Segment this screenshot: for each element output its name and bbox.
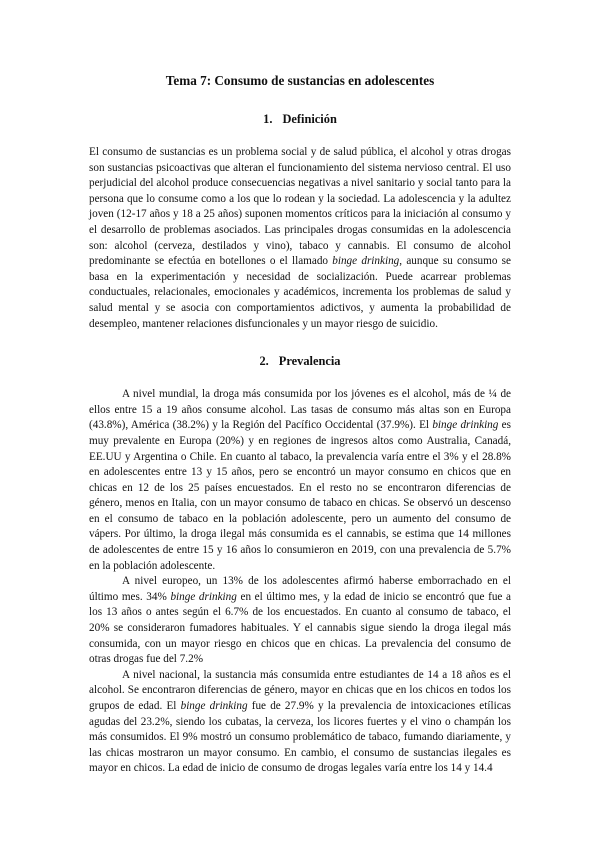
section-number: 2. [259, 354, 269, 369]
section-title: Prevalencia [278, 354, 341, 369]
italic-term: binge drinking [332, 255, 400, 268]
section-title: Definición [282, 112, 337, 126]
section-heading-prevalencia [89, 353, 511, 369]
text-run: es muy prevalente en Europa (20%) y en regiones de ingresos altos como Australia, Canadá, EE.UU y Argentina o Chile. En cuanto al tabaco, la prevalencia varía entre el 3% y el 28.8% en adolescentes entre 13 y 15 años, pero se encontró un mayor consumo en chicos que en chicas en 12 de los 25 países encuestados. En el resto no se encontraron diferencias de género, menos en Italia, con un mayor consumo de tabaco en chicas. Se observó un descenso en el consumo de tabaco en la población adolescente, pero un aumento del consumo de vápers. Por último, la droga ilegal más consumida es el cannabis, se estima que 14 millones de adolescentes de entre 15 y 16 años lo consumieron en 2019, con una prevalencia de 5.7% en la población adolescente. [89, 419, 511, 572]
text-run: A nivel mundial, la droga más consumida por los jóvenes es el alcohol, más de ¼ de ellos entre 15 a 19 años consume alcohol. Las tasas de consumo más altas son en Europa (43.8%), América (38.2%) y la Región del Pacífico Occidental (37.9%). El [89, 388, 511, 432]
text-run: en el último mes, y la edad de inicio se encontró que fue a los 13 años o antes según el 6.7% de los encuestados. En cuanto al consumo de tabaco, el 20% se consideraron fumadores habituales. Y el cannabis sigue siendo la droga ilegal más consumida, con un mayor riesgo en chicos que en chicas. La prevalencia del consumo de otras drogas fue del 7.2% [89, 590, 511, 666]
section-heading-definicion [89, 111, 511, 127]
text-run: A nivel europeo, un 13% de los adolescentes afirmó haberse emborrachado en el último mes. 34% [89, 575, 511, 603]
paragraph-definicion [89, 145, 511, 332]
paragraph-nacional [89, 668, 511, 777]
paragraph-europeo [89, 574, 511, 668]
section-spacer [89, 332, 511, 353]
text-run: , aunque su consumo se basa en la experimentación y necesidad de socialización. Puede acarrear problemas conductuales, relacionales, emocionales y académicos, incrementa los problemas de salud y salud mental y se asocia con comportamientos adictivos, y aumenta la probabilidad de desempleo, mantener relaciones disfuncionales y un mayor riesgo de suicidio. [89, 255, 511, 330]
text-run: El consumo de sustancias es un problema social y de salud pública, el alcohol y otras drogas son sustancias psicoactivas que alteran el funcionamiento del sistema nervioso central. El uso perjudicial del alcohol produce consecuencias negativas a nivel sanitario y social tanto para la persona que lo consume como a los que lo rodean y la sociedad. La adolescencia y la adultez joven (12-17 años y 18 a 25 años) suponen momentos críticos para la iniciación al consumo y el desarrollo de problemas asociados. Las principales drogas consumidas en la adolescencia son: alcohol (cerveza, destilados y vino), tabaco y cannabis. El consumo de alcohol predominante se efectúa en botellones o el llamado [89, 146, 511, 268]
text-run: fue de 27.9% y la prevalencia de intoxicaciones etílicas agudas del 23.2%, siendo los cubatas, la cerveza, los licores fuertes y el vino o champán los más consumidos. El 9% mostró un consumo problemático de tabaco, fumando diariamente, y las chicas mostraron un mayor consumo. En cambio, el consumo de sustancias ilegales es mayor en chicos. La edad de inicio de consumo de drogas legales varía entre los 14 y 14.4 [89, 700, 511, 775]
text-run: A nivel nacional, la sustancia más consumida entre estudiantes de 14 a 18 años es el alcohol. Se encontraron diferencias de género, mayor en chicas que en los chicos en todos los grupos de edad. El [89, 668, 511, 712]
italic-term: binge drinking [170, 590, 237, 603]
italic-term: binge drinking [180, 700, 248, 712]
paragraph-mundial [89, 387, 511, 574]
italic-term: binge drinking [432, 419, 499, 432]
section-number: 1. [263, 112, 273, 126]
document-title: Tema 7: Consumo de sustancias en adolescentes [165, 73, 435, 88]
